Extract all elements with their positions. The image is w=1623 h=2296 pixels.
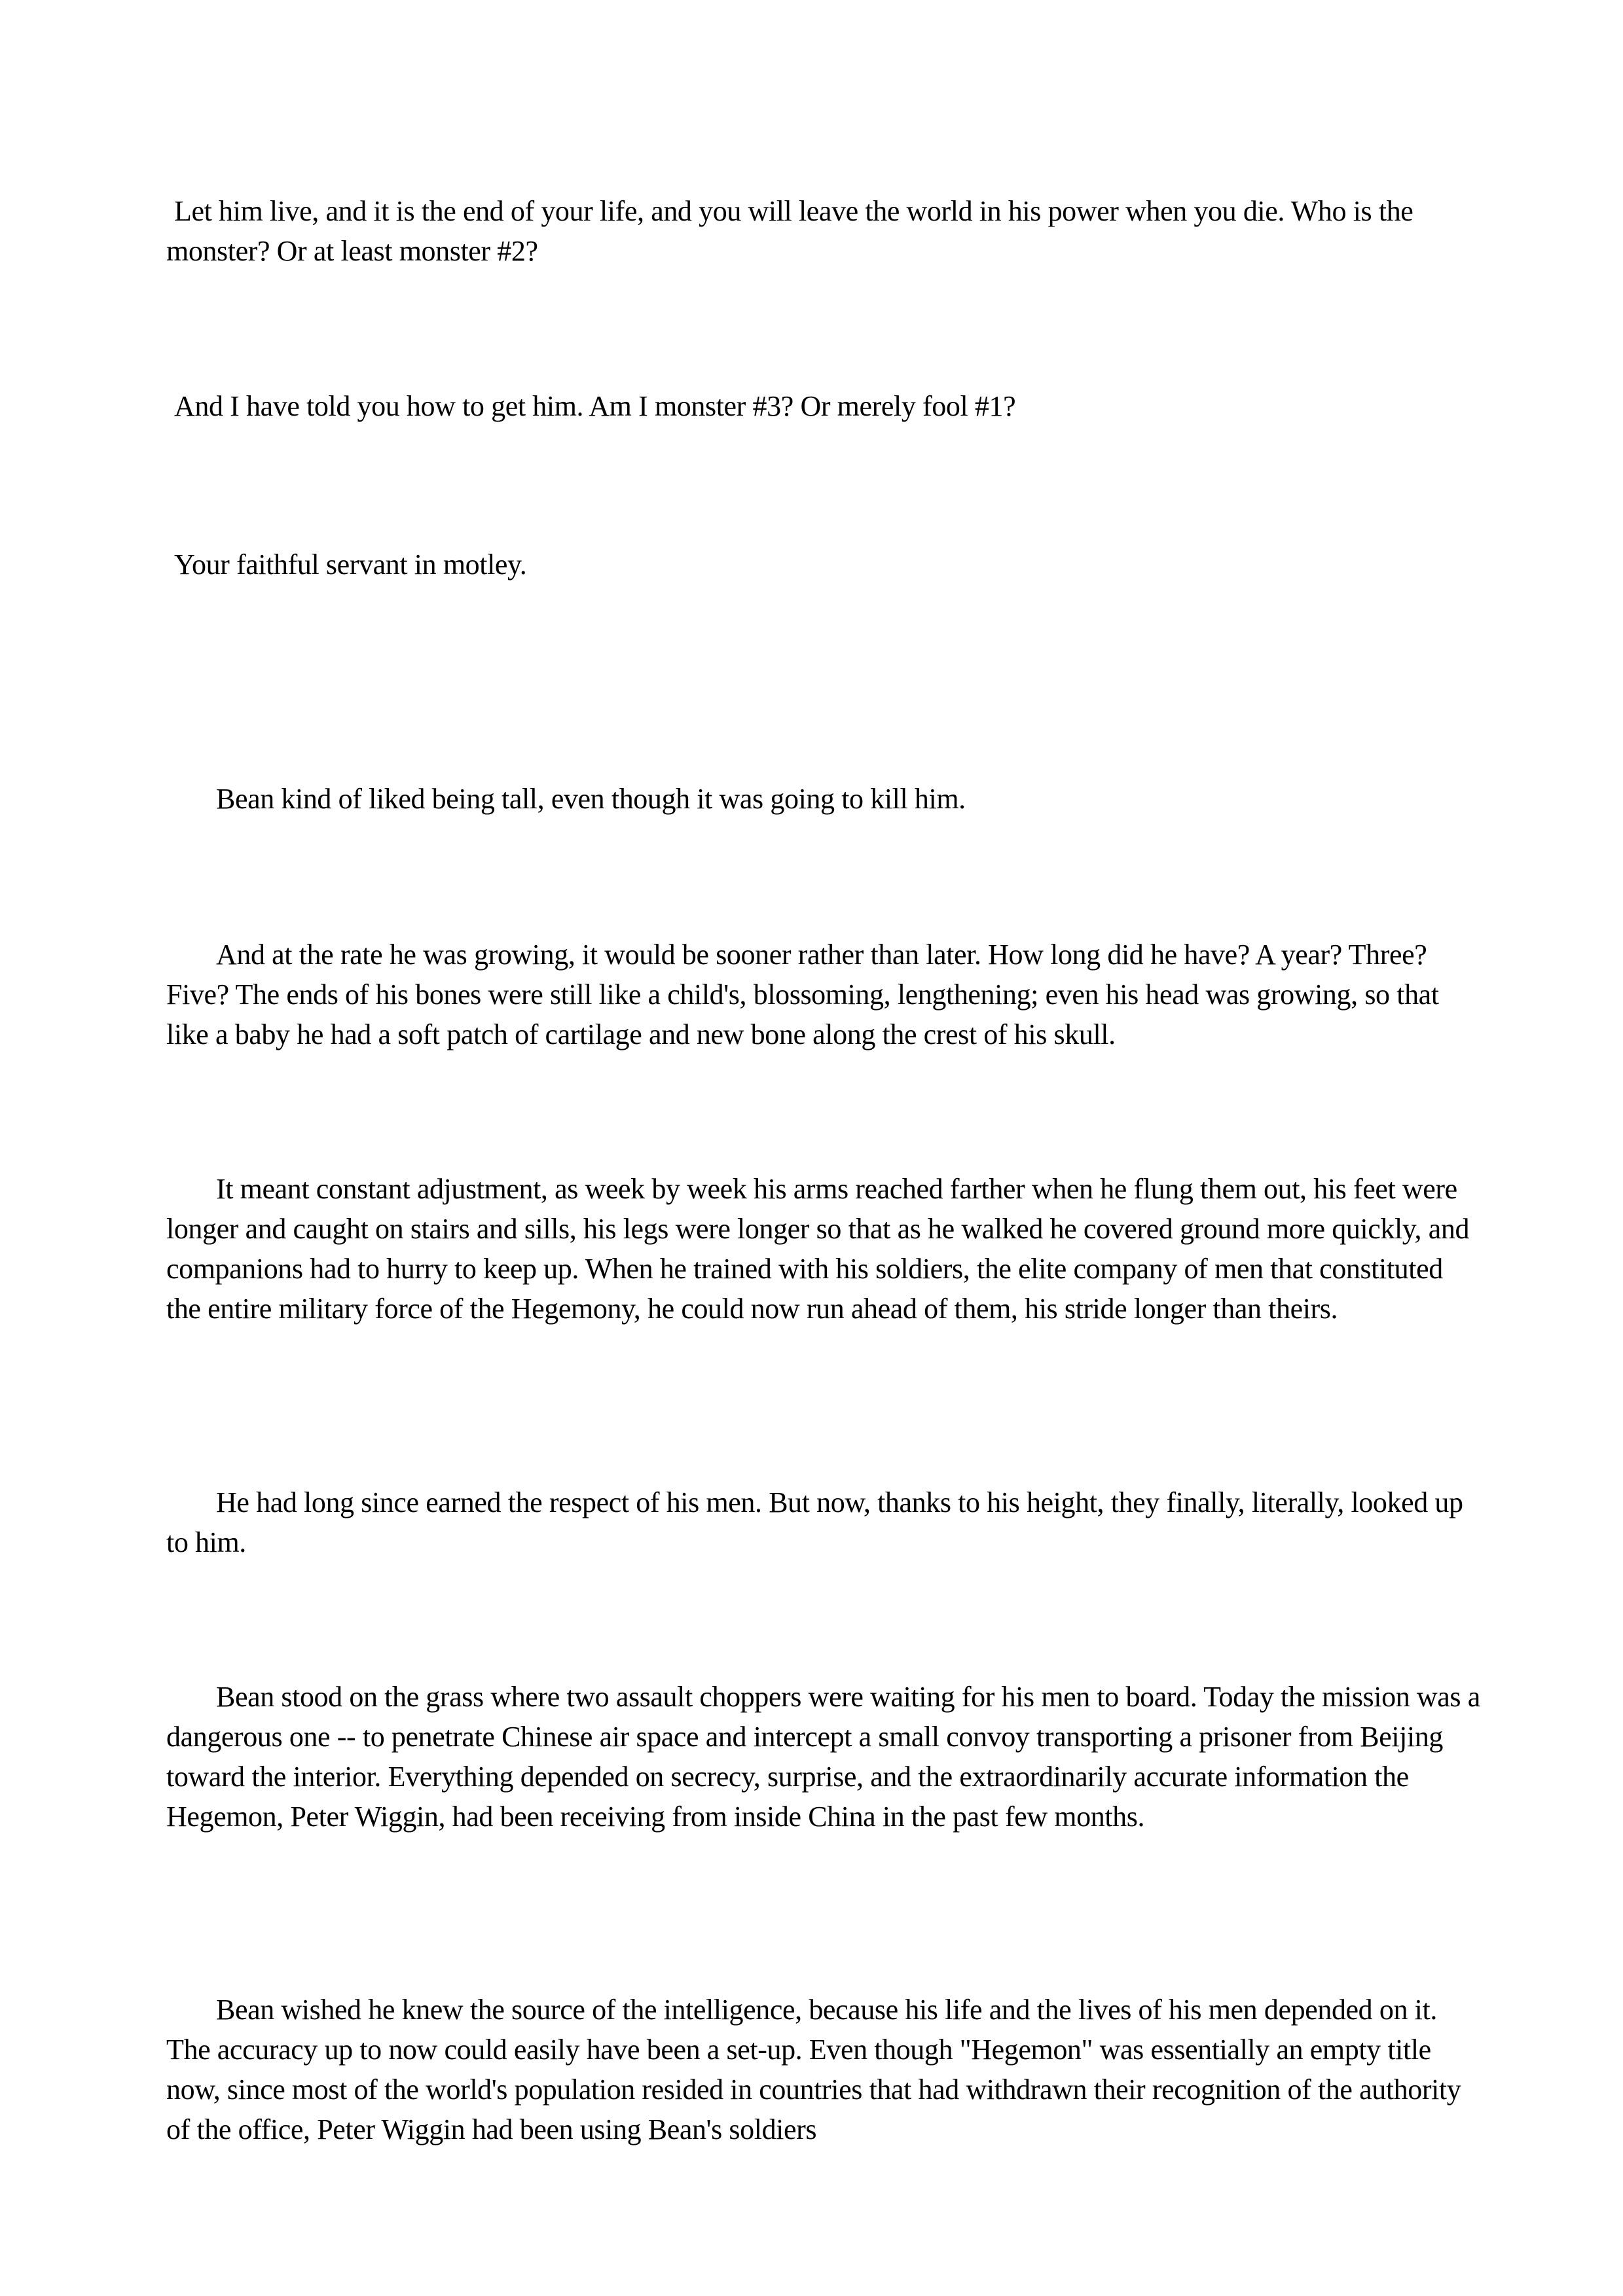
paragraph-6: Bean wished he knew the source of the intelligence, because his life and the lives of his men depended on it. The accuracy up to now could easily have been a set-up. Even though "Hegemon" was essentially an empty title now, since most of the world's population resided in countries that had withdrawn their recognition of the authority of the office, Peter Wiggin had been using Bean's soldiers — [166, 1994, 1461, 2145]
paragraph-4: He had long since earned the respect of his men. But now, thanks to his height, they finally, literally, looked up to him. — [166, 1486, 1463, 1558]
paragraph-letter-2: And I have told you how to get him. Am I monster #3? Or merely fool #1? — [174, 390, 1016, 422]
paragraph-letter-signoff: Your faithful servant in motley. — [174, 548, 527, 581]
paragraph-letter-1: Let him live, and it is the end of your life, and you will leave the world in his power when you die. Who is the monster? Or at least monster #2? — [166, 195, 1413, 267]
paragraph-3: It meant constant adjustment, as week by week his arms reached farther when he flung them out, his feet were longer and caught on stairs and sills, his legs were longer so that as he walked he covered ground more quickly, and companions had to hurry to keep up. When he trained with his soldiers, the elite company of men that constituted the entire military force of the Hegemony, he could now run ahead of them, his stride longer than theirs. — [166, 1173, 1470, 1325]
paragraph-5: Bean stood on the grass where two assault choppers were waiting for his men to board. Today the mission was a dangerous one -- to penetrate Chinese air space and intercept a small convoy transporting a prisoner from Beijing toward the interior. Everything depended on secrecy, surprise, and the extraordinarily accurate information the Hegemon, Peter Wiggin, had been receiving from inside China in the past few months. — [166, 1681, 1480, 1833]
paragraph-2: And at the rate he was growing, it would be sooner rather than later. How long did he have? A year? Three? Five? The ends of his bones were still like a child's, blossoming, lengthening; even his head was growing, so that like a baby he had a soft patch of cartilage and new bone along the crest of his skull. — [166, 939, 1439, 1050]
paragraph-1: Bean kind of liked being tall, even though it was going to kill him. — [216, 783, 966, 815]
